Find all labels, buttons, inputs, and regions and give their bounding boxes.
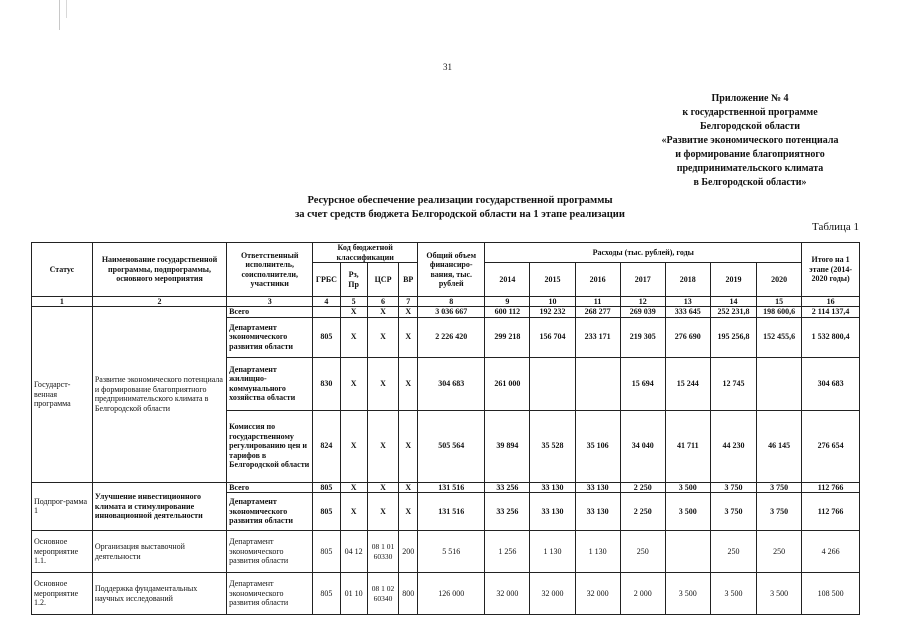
cell-rz-pr: Х <box>340 410 367 482</box>
cell-year: 3 500 <box>710 573 756 615</box>
appendix-line: в Белгородской области» <box>693 177 807 188</box>
header-name: Наименование государственной программы, подпрограммы, основного мероприятия <box>92 243 226 297</box>
column-number: 1 <box>32 297 93 307</box>
cell-vr: 800 <box>399 573 418 615</box>
cell-year: 195 256,8 <box>710 317 756 357</box>
cell-total: 126 000 <box>418 573 485 615</box>
cell-year: 15 694 <box>620 357 665 410</box>
header-expenses: Расходы (тыс. рублей), годы <box>485 243 802 263</box>
cell-year: 33 130 <box>530 482 575 493</box>
cell-rz-pr: Х <box>340 317 367 357</box>
cell-year: 33 130 <box>530 493 575 531</box>
appendix-line: Белгородской области <box>699 121 801 132</box>
column-number: 15 <box>757 297 802 307</box>
cell-year: 3 500 <box>757 573 802 615</box>
cell-year: 33 256 <box>485 482 530 493</box>
header-csr: ЦСР <box>367 263 398 297</box>
cell-year: 600 112 <box>485 307 530 318</box>
cell-year: 192 232 <box>530 307 575 318</box>
header-grbs: ГРБС <box>313 263 340 297</box>
row-status: Основное мероприятие 1.2. <box>32 573 93 615</box>
header-year: 2015 <box>530 263 575 297</box>
cell-year: 35 106 <box>575 410 620 482</box>
column-number: 7 <box>399 297 418 307</box>
cell-total: 131 516 <box>418 493 485 531</box>
cell-vr: 200 <box>399 531 418 573</box>
cell-year <box>665 531 710 573</box>
header-rz-pr: Рз, Пр <box>340 263 367 297</box>
cell-year: 2 000 <box>620 573 665 615</box>
cell-year: 34 040 <box>620 410 665 482</box>
cell-grbs: 805 <box>313 531 340 573</box>
row-executor: Департамент экономического развития области <box>227 317 313 357</box>
cell-stage-total: 108 500 <box>802 573 860 615</box>
column-number-row <box>32 297 860 307</box>
row-executor: Всего <box>227 307 313 318</box>
cell-rz-pr: Х <box>340 493 367 531</box>
cell-total: 3 036 667 <box>418 307 485 318</box>
cell-year: 276 690 <box>665 317 710 357</box>
cell-vr: Х <box>399 493 418 531</box>
cell-year: 233 171 <box>575 317 620 357</box>
cell-rz-pr: Х <box>340 307 367 318</box>
header-year: 2017 <box>620 263 665 297</box>
cell-year: 3 500 <box>665 482 710 493</box>
cell-stage-total: 112 766 <box>802 482 860 493</box>
page-number: 31 <box>443 62 452 72</box>
cell-stage-total: 276 654 <box>802 410 860 482</box>
column-number: 4 <box>313 297 340 307</box>
cell-csr: Х <box>367 482 398 493</box>
column-number: 10 <box>530 297 575 307</box>
header-budget-code: Код бюджетной классификации <box>313 243 418 263</box>
cell-year: 46 145 <box>757 410 802 482</box>
cell-csr: Х <box>367 493 398 531</box>
cell-year: 268 277 <box>575 307 620 318</box>
column-number: 3 <box>227 297 313 307</box>
cell-year: 261 000 <box>485 357 530 410</box>
column-number: 5 <box>340 297 367 307</box>
row-name: Поддержка фундаментальных научных исследований <box>92 573 226 615</box>
cell-year: 39 894 <box>485 410 530 482</box>
cell-year: 32 000 <box>530 573 575 615</box>
header-vr: ВР <box>399 263 418 297</box>
cell-year: 15 244 <box>665 357 710 410</box>
cell-year: 198 600,6 <box>757 307 802 318</box>
table-label: Таблица 1 <box>812 221 860 233</box>
cell-vr: Х <box>399 307 418 318</box>
row-name: Улучшение инвестиционного климата и стимулирование инновационной деятельности <box>92 482 226 531</box>
cell-rz-pr: 01 10 <box>340 573 367 615</box>
cell-year: 3 750 <box>757 493 802 531</box>
cell-year: 3 500 <box>665 493 710 531</box>
row-name: Организация выставочной деятельности <box>92 531 226 573</box>
cell-grbs: 805 <box>313 317 340 357</box>
title-line: за счет средств бюджета Белгородской области на 1 этапе реализации <box>295 209 625 220</box>
cell-stage-total: 4 266 <box>802 531 860 573</box>
cell-year: 3 500 <box>665 573 710 615</box>
cell-grbs: 805 <box>313 573 340 615</box>
document-title <box>200 194 720 222</box>
cell-vr: Х <box>399 357 418 410</box>
row-executor: Департамент экономического развития области <box>227 573 313 615</box>
resource-table <box>31 242 860 615</box>
cell-stage-total: 2 114 137,4 <box>802 307 860 318</box>
row-executor: Всего <box>227 482 313 493</box>
header-stage-total: Итого на 1 этапе (2014-2020 годы) <box>802 243 860 297</box>
header-status: Статус <box>32 243 93 297</box>
appendix-line: предпринимательского климата <box>676 163 824 174</box>
cell-year: 41 711 <box>665 410 710 482</box>
cell-vr: Х <box>399 482 418 493</box>
cell-total: 5 516 <box>418 531 485 573</box>
cell-year: 44 230 <box>710 410 756 482</box>
cell-total: 131 516 <box>418 482 485 493</box>
header-year: 2016 <box>575 263 620 297</box>
appendix-line: Приложение № 4 <box>711 93 789 104</box>
row-executor: Департамент экономического развития области <box>227 493 313 531</box>
cell-year: 252 231,8 <box>710 307 756 318</box>
cell-grbs <box>313 307 340 318</box>
cell-year: 35 528 <box>530 410 575 482</box>
cell-csr: Х <box>367 317 398 357</box>
header-year: 2019 <box>710 263 756 297</box>
header-year: 2020 <box>757 263 802 297</box>
cell-year: 32 000 <box>485 573 530 615</box>
cell-year: 269 039 <box>620 307 665 318</box>
table-row <box>32 573 860 615</box>
cell-year: 250 <box>757 531 802 573</box>
header-executor: Ответственный исполнитель, соисполнители, участники <box>227 243 313 297</box>
cell-year: 3 750 <box>757 482 802 493</box>
cell-year: 250 <box>710 531 756 573</box>
cell-year: 33 130 <box>575 493 620 531</box>
scan-edge-mark <box>66 0 67 18</box>
cell-vr: Х <box>399 317 418 357</box>
cell-year: 2 250 <box>620 493 665 531</box>
cell-year: 12 745 <box>710 357 756 410</box>
cell-year: 1 130 <box>530 531 575 573</box>
cell-year: 32 000 <box>575 573 620 615</box>
table-row <box>32 307 860 318</box>
row-status: Государст-венная программа <box>32 307 93 483</box>
cell-stage-total: 1 532 800,4 <box>802 317 860 357</box>
cell-rz-pr: Х <box>340 482 367 493</box>
row-executor: Департамент жилищно-коммунального хозяйства области <box>227 357 313 410</box>
cell-csr: 08 1 01 60330 <box>367 531 398 573</box>
table-row <box>32 531 860 573</box>
cell-total: 304 683 <box>418 357 485 410</box>
cell-year: 152 455,6 <box>757 317 802 357</box>
scan-edge-mark <box>59 0 60 30</box>
row-executor: Департамент экономического развития области <box>227 531 313 573</box>
cell-csr: 08 1 02 60340 <box>367 573 398 615</box>
cell-year: 1 130 <box>575 531 620 573</box>
header-year: 2018 <box>665 263 710 297</box>
column-number: 16 <box>802 297 860 307</box>
cell-csr: Х <box>367 357 398 410</box>
cell-grbs: 805 <box>313 482 340 493</box>
cell-year <box>530 357 575 410</box>
column-number: 6 <box>367 297 398 307</box>
cell-stage-total: 112 766 <box>802 493 860 531</box>
column-number: 14 <box>710 297 756 307</box>
cell-grbs: 824 <box>313 410 340 482</box>
cell-csr: Х <box>367 307 398 318</box>
row-status: Подпрог-рамма 1 <box>32 482 93 531</box>
cell-year: 33 256 <box>485 493 530 531</box>
cell-rz-pr: Х <box>340 357 367 410</box>
header-year: 2014 <box>485 263 530 297</box>
row-status: Основное мероприятие 1.1. <box>32 531 93 573</box>
cell-year: 299 218 <box>485 317 530 357</box>
cell-vr: Х <box>399 410 418 482</box>
cell-year: 219 305 <box>620 317 665 357</box>
cell-year: 1 256 <box>485 531 530 573</box>
table-row <box>32 482 860 493</box>
cell-grbs: 805 <box>313 493 340 531</box>
cell-year: 156 704 <box>530 317 575 357</box>
column-number: 8 <box>418 297 485 307</box>
cell-year <box>757 357 802 410</box>
cell-year <box>575 357 620 410</box>
cell-csr: Х <box>367 410 398 482</box>
column-number: 11 <box>575 297 620 307</box>
row-executor: Комиссия по государственному регулированию цен и тарифов в Белгородской области <box>227 410 313 482</box>
column-number: 12 <box>620 297 665 307</box>
cell-year: 3 750 <box>710 482 756 493</box>
row-name: Развитие экономического потенциала и формирование благоприятного предпринимательского климата в Белгородской области <box>92 307 226 483</box>
cell-year: 33 130 <box>575 482 620 493</box>
cell-total: 505 564 <box>418 410 485 482</box>
cell-year: 250 <box>620 531 665 573</box>
column-number: 9 <box>485 297 530 307</box>
appendix-line: к государственной программе <box>682 107 818 118</box>
cell-year: 333 645 <box>665 307 710 318</box>
appendix-line: и формирование благоприятного <box>675 149 825 160</box>
cell-total: 2 226 420 <box>418 317 485 357</box>
cell-year: 2 250 <box>620 482 665 493</box>
column-number: 13 <box>665 297 710 307</box>
appendix-line: «Развитие экономического потенциала <box>661 135 839 146</box>
cell-stage-total: 304 683 <box>802 357 860 410</box>
appendix-header <box>600 92 900 190</box>
cell-year: 3 750 <box>710 493 756 531</box>
header-total: Общий объем финансиро-вания, тыс. рублей <box>418 243 485 297</box>
title-line: Ресурсное обеспечение реализации государственной программы <box>307 195 613 206</box>
column-number: 2 <box>92 297 226 307</box>
cell-rz-pr: 04 12 <box>340 531 367 573</box>
cell-grbs: 830 <box>313 357 340 410</box>
